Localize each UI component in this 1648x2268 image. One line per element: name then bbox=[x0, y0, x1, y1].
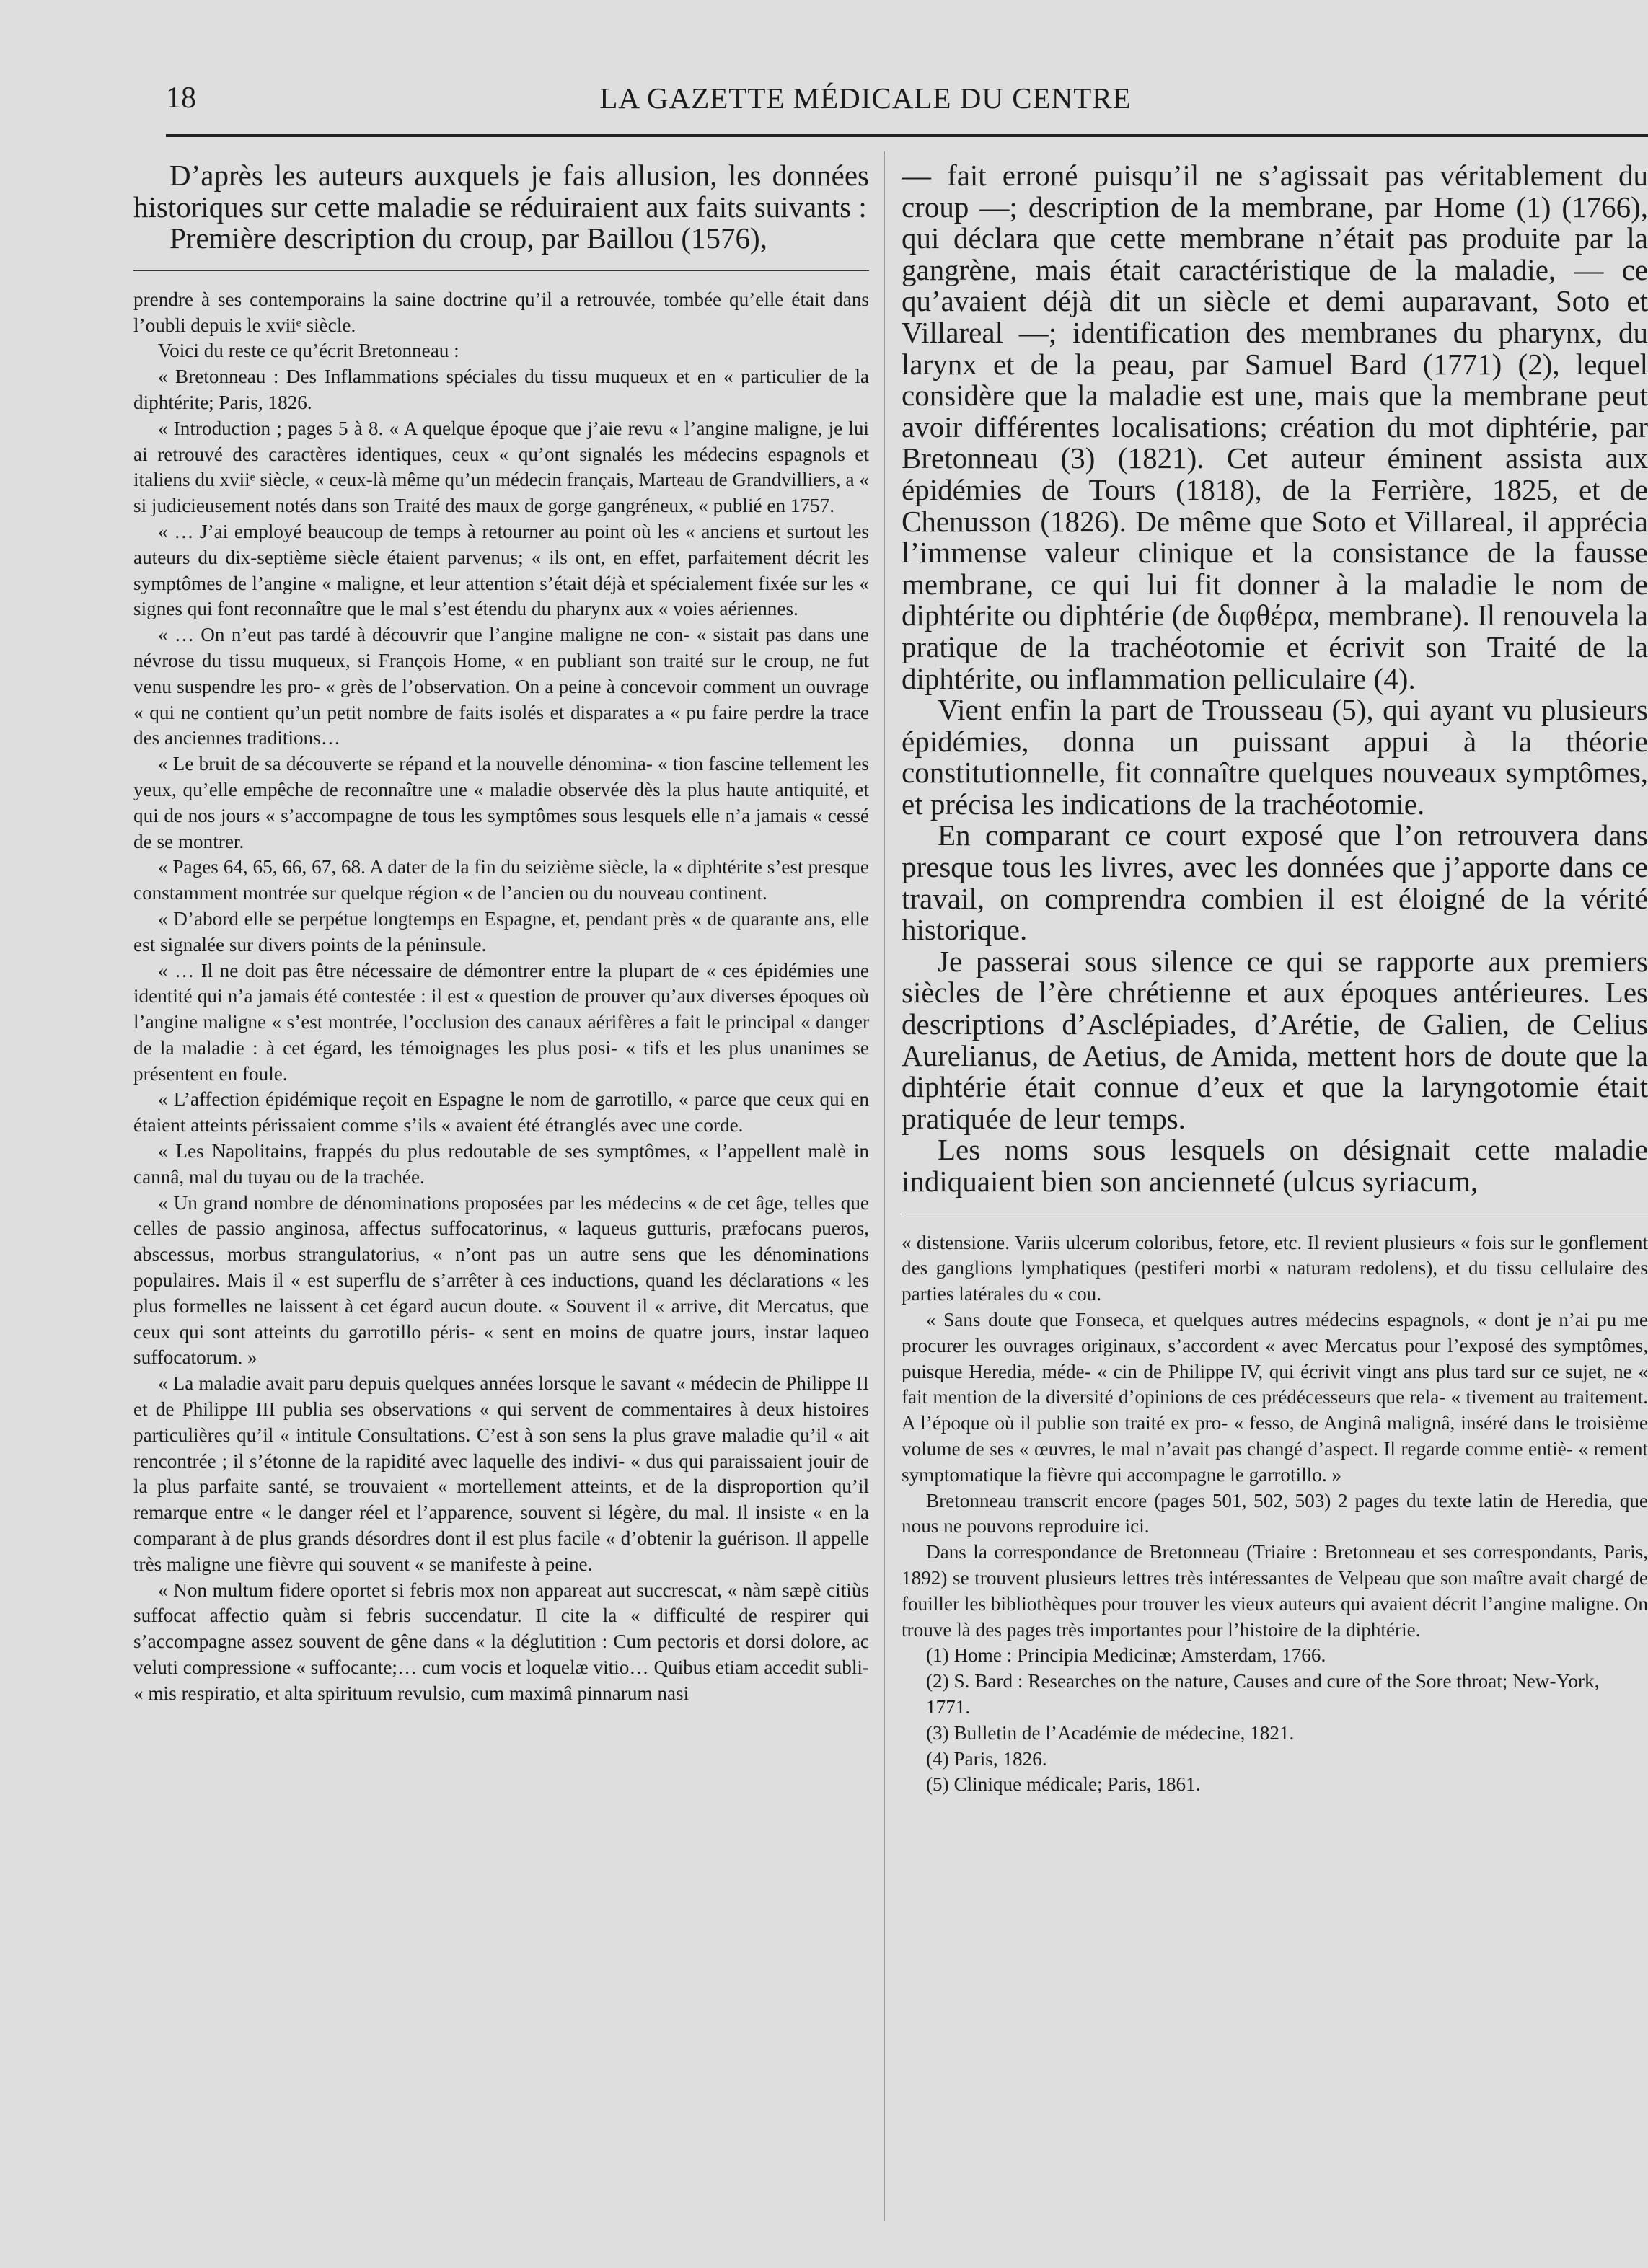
page-number: 18 bbox=[166, 81, 196, 115]
right-column bbox=[902, 160, 1648, 2223]
footnote-paragraph: « La maladie avait paru depuis quelques années lorsque le savant « médecin de Philippe II et de Philippe III publia ses observations « qui servent de commentaires à deux histoires particulières qu’il « intitule Consultations. C’est à son sens la plus grave maladie qu’il « ait rencontrée ; il s’étonne de la rapidité avec laquelle des indivi- « dus qui paraissaient jouir de la plus parfaite santé, se trouvaient « mortellement atteints, et de la disproportion qu’il remarque entre « le danger réel et l’apparence, souvent si légère, du mal. Il insiste « en la comparant à de plus grands désordres dont il est plus facile « d’obtenir la guérison. Il appelle très maligne une fièvre qui souvent « se manifeste à peine. bbox=[133, 1372, 869, 1575]
footnote-paragraph: « … Il ne doit pas être nécessaire de démontrer entre la plupart de « ces épidémies une identité qui n’a jamais été contestée : il est « question de prouver qu’aux diverses époques où l’angine maligne « s’est montrée, l’occlusion des canaux aérifères a fait le principal « danger de la maladie : à cet égard, les témoignages les plus posi- « tifs et les plus unanimes se présentent en foule. bbox=[133, 959, 869, 1085]
body-paragraph: En comparant ce court exposé que l’on retrouvera dans presque tous les livres, avec les données que j’apporte dans ce travail, on comprendra combien il est éloigné de la vérité historique. bbox=[902, 818, 1648, 947]
footnote-separator bbox=[133, 270, 869, 271]
footnote-paragraph: « distensione. Variis ulcerum coloribus, fetore, etc. Il revient plusieurs « fois sur le gonflement des ganglions lymphatiques (pestiferi morbi « naturam redolens), et du tissu cellulaire des parties latérales du « cou. bbox=[902, 1231, 1648, 1305]
footnote-paragraph: « Introduction ; pages 5 à 8. « A quelque époque que j’aie revu « l’angine maligne, je lui ai retrouvé des caractères identiques, ceux « qu’ont signalés les médecins espagnols et italiens du xviiᵉ siècle, « ceux-là même qu’un médecin français, Marteau de Grandvilliers, a « si judicieusement notés dans son Traité des maux de gorge gangréneux, « publié en 1757. bbox=[133, 417, 869, 517]
footnote-paragraph: « Le bruit de sa découverte se répand et la nouvelle dénomina- « tion fascine tellement les yeux, qu’elle empêche de reconnaître une « maladie observée dès la plus haute antiquité, et qui de nos jours « s’accompagne de tous les symptômes sous lesquels elle n’a jamais « cessé de se montrer. bbox=[133, 753, 869, 852]
footnote-paragraph: Bretonneau transcrit encore (pages 501, 502, 503) 2 pages du texte latin de Heredia, que nous ne pouvons reproduire ici. bbox=[902, 1489, 1648, 1537]
header-rule bbox=[166, 134, 1648, 137]
reference-item: (3) Bulletin de l’Académie de médecine, 1821. bbox=[926, 1721, 1295, 1744]
page-header bbox=[166, 81, 1565, 124]
footnote-paragraph: « L’affection épidémique reçoit en Espagne le nom de garrotillo, « parce que ceux qui en étaient atteints périssaient comme s’ils « avaient été étranglés avec une corde. bbox=[133, 1088, 869, 1137]
footnote-paragraph: « … On n’eut pas tardé à découvrir que l’angine maligne ne con- « sistait pas dans une névrose du tissu muqueux, si François Home, « en publiant son traité sur le croup, ne fut venu suspendre les pro- « grès de l’observation. On a peine à concevoir comment un ouvrage « qui ne contient qu’un petit nombre de faits isolés et disparates a « pu faire perdre la trace des anciennes traditions… bbox=[133, 624, 869, 749]
left-column bbox=[133, 160, 869, 2223]
body-paragraph: Les noms sous lesquels on désignait cette maladie indiquaient bien son ancienneté (ulcus syriacum, bbox=[902, 1133, 1648, 1198]
footnote-paragraph: prendre à ses contemporains la saine doctrine qu’il a retrouvée, tombée qu’elle était dans l’oubli depuis le xviiᵉ siècle. bbox=[133, 288, 869, 336]
reference-item: (2) S. Bard : Researches on the nature, Causes and cure of the Sore throat; New-York, 1771. bbox=[926, 1670, 1600, 1718]
footnote-paragraph: « Pages 64, 65, 66, 67, 68. A dater de la fin du seizième siècle, la « diphtérite s’est presque constamment montrée sur quelque région « de l’ancien ou du nouveau continent. bbox=[133, 856, 869, 904]
footnote-paragraph: « Les Napolitains, frappés du plus redoutable de ses symptômes, « l’appellent malè in cannâ, mal du tuyau ou de la trachée. bbox=[133, 1140, 869, 1188]
footnote-paragraph: « D’abord elle se perpétue longtemps en Espagne, et, pendant près « de quarante ans, elle est signalée sur divers points de la péninsule. bbox=[133, 907, 869, 956]
column-divider bbox=[884, 151, 885, 2221]
body-paragraph: D’après les auteurs auxquels je fais allusion, les données historiques sur cette maladie se réduiraient aux faits suivants : bbox=[133, 160, 869, 224]
body-paragraph: Première description du croup, par Baillou (1576), bbox=[169, 221, 767, 255]
running-title: LA GAZETTE MÉDICALE DU CENTRE bbox=[599, 81, 1132, 115]
body-paragraph: Vient enfin la part de Trousseau (5), qui ayant vu plusieurs épidémies, donna un puissant appui à la théorie constitutionnelle, fit connaître quelques nouveaux symptômes, et précisa les indications de la trachéotomie. bbox=[902, 693, 1648, 821]
footnote-paragraph: Dans la correspondance de Bretonneau (Triaire : Bretonneau et ses correspondants, Paris, 1892) se trouvent plusieurs lettres très intéressantes de Velpeau que son maître avait chargé de fouiller les bibliothèques pour trouver les vieux auteurs qui avaient décrit l’angine maligne. On trouve là des pages très importantes pour l’histoire de la diphtérie. bbox=[902, 1541, 1648, 1641]
footnote-paragraph: « Sans doute que Fonseca, et quelques autres médecins espagnols, « dont je n’ai pu me procurer les ouvrages originaux, s’accordent « avec Mercatus pour l’exposé des symptômes, puisque Heredia, méde- « cin de Philippe IV, qui écrivit vingt ans plus tard sur ce sujet, ne « fait mention de la diversité d’opinions de ces prédécesseurs que rela- « tivement au traitement. A l’époque où il publie son traité ex pro- « fesso, de Anginâ malignâ, inséré dans le troisième volume de ses « œuvres, le mal n’avait pas changé d’aspect. Il regarde comme entiè- « rement symptomatique la fièvre qui accompagne le garrotillo. » bbox=[902, 1308, 1648, 1486]
reference-item: (4) Paris, 1826. bbox=[926, 1747, 1047, 1770]
footnote-paragraph: « … J’ai employé beaucoup de temps à retourner au point où les « anciens et surtout les auteurs du dix-septième siècle étaient parvenus; « ils ont, en effet, parfaitement décrit les symptômes de l’angine « maligne, et leur attention s’était déjà et spécialement fixée sur les « signes qui font reconnaître que le mal s’est étendu du pharynx aux « voies aériennes. bbox=[133, 520, 869, 620]
body-paragraph: Je passerai sous silence ce qui se rapporte aux premiers siècles de l’ère chrétienne et aux époques antérieures. Les descriptions d’Asclépiades, d’Arétie, de Galien, de Celius Aurelianus, de Aetius, de Amida, mettent hors de doute que la diphtérie était connue d’eux et que la laryngotomie était pratiquée de leur temps. bbox=[902, 944, 1648, 1135]
reference-item: (5) Clinique médicale; Paris, 1861. bbox=[926, 1773, 1201, 1796]
body-paragraph: — fait erroné puisqu’il ne s’agissait pas véritablement du croup —; description de la membrane, par Home (1) (1766), qui déclara que cette membrane n’était pas produite par la gangrène, mais était caractéristique de la maladie, — ce qu’avaient déjà dit un siècle et demi auparavant, Soto et Villareal —; identification des membranes du pharynx, du larynx et de la peau, par Samuel Bard (1771) (2), lequel considère que la maladie est une, mais que la membrane peut avoir différentes localisations; création du mot diphtérie, par Bretonneau (3) (1821). Cet auteur éminent assista aux épidémies de Tours (1818), de la Ferrière, 1825, et de Chenusson (1826). De même que Soto et Villareal, il apprécia l’immense valeur clinique et la consistance de la fausse membrane, ce qui lui fit donner à la maladie le nom de diphtérite ou diphtérie (de διφθέρα, membrane). Il renouvela la pratique de la trachéotomie et écrivit son Traité de la diphtérite, ou inflammation pelliculaire (4). bbox=[902, 160, 1648, 695]
footnote-paragraph: « Bretonneau : Des Inflammations spéciales du tissu muqueux et en « particulier de la diphtérite; Paris, 1826. bbox=[133, 366, 869, 413]
footnote-paragraph: « Non multum fidere oportet si febris mox non appareat aut succrescat, « nàm sæpè citiùs suffocat affectio quàm si febris succendatur. Il cite la « difficulté de respirer qui s’accompagne assez souvent de gêne dans « la déglutition : Cum pectoris et dorsi dolore, ac veluti compressione « suffocante;… cum vocis et loquelæ vitio… Quibus etiam accedit subli- « mis respiratio, et alta spirituum revulsio, cum maximâ pinnarum nasi bbox=[133, 1579, 869, 1704]
footnote-paragraph: Voici du reste ce qu’écrit Bretonneau : bbox=[158, 340, 459, 362]
footnote-paragraph: « Un grand nombre de dénominations proposées par les médecins « de cet âge, telles que celles de passio anginosa, affectus suffocatorinus, « laqueus gutturis, præfocans pueros, abscessus, morbus strangulatorius, « n’ont pas un autre sens que les dénominations populaires. Mais il « est superflu de s’arrêter à ces inductions, quand les déclarations « les plus formelles ne laissent à cet égard aucun doute. « Souvent il « arrive, dit Mercatus, que ceux qui sont atteints du garrotillo péris- « sent en moins de quatre jours, instar laqueo suffocatorum. » bbox=[133, 1191, 869, 1369]
reference-item: (1) Home : Principia Medicinæ; Amsterdam, 1766. bbox=[926, 1644, 1326, 1667]
